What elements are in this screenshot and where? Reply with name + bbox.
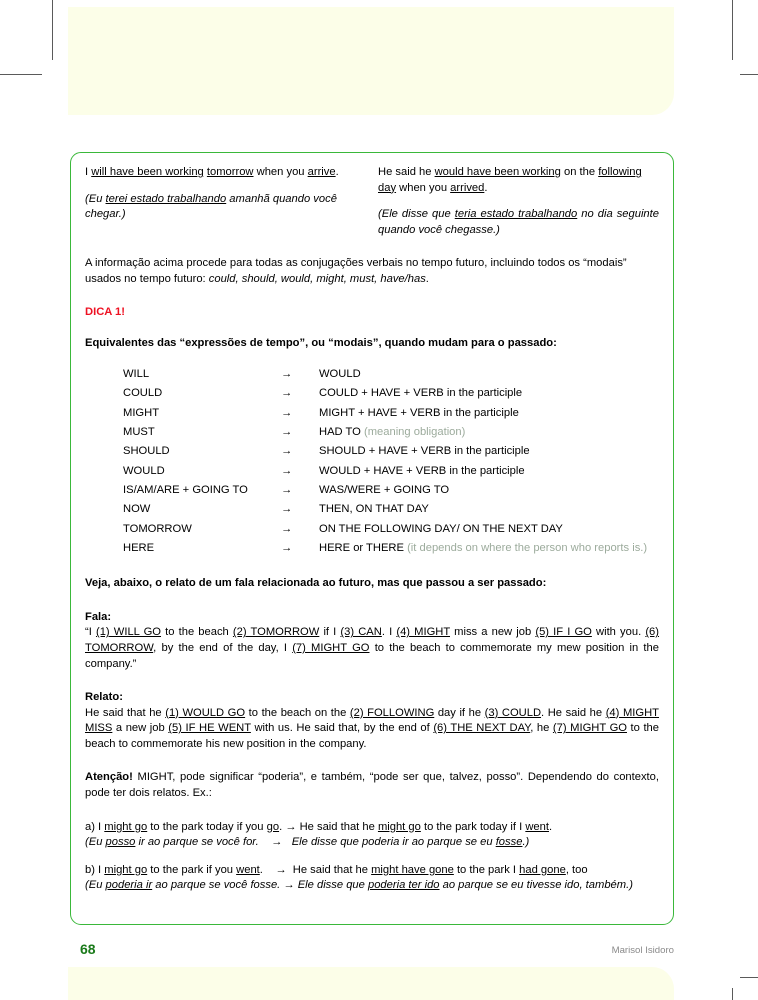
text-fragment: , too [565,863,588,876]
equivalence-from: WOULD [123,464,165,477]
crop-mark-top-left-vertical [52,0,53,60]
arrow-icon: → [281,368,293,381]
text-fragment: He said he [378,166,435,178]
table-row [123,520,647,539]
underlined-phrase: teria estado trabalhando [454,208,578,221]
text-fragment: Ele disse que [294,879,368,892]
atencao-paragraph [85,770,659,801]
arrow-icon: → [281,503,293,516]
text-fragment: ao parque se você fosse. [152,879,284,892]
fala-label: Fala: [85,610,112,623]
dica-subtitle: Equivalentes das “expressões de tempo”, ou “modais”, quando mudam para o passado: [85,336,557,349]
text-fragment: . He said he [541,706,606,719]
equivalences-table-body [123,365,647,558]
underlined-phrase: poderia ter ido [367,879,440,892]
example-a-english [85,820,659,836]
table-row [123,500,647,519]
table-row [123,481,647,500]
text-fragment: to the beach [161,626,233,639]
equivalence-from: MUST [123,426,155,439]
equivalence-from: WILL [123,368,150,381]
equivalence-from: NOW [123,503,151,516]
equivalence-to-text: HAD TO [319,426,361,439]
text-fragment: He said that he [85,706,166,719]
underlined-phrase: go [266,820,280,833]
arrow-icon: → [281,426,293,439]
equivalence-to [319,442,647,461]
decorative-band-bottom [68,967,674,1000]
intro-left-portuguese [85,192,366,223]
equivalence-to [319,539,647,558]
text-fragment: (Eu [85,192,106,205]
example-b-english [85,863,659,879]
text-fragment: He said that he [292,863,372,876]
note-paragraph [85,256,659,287]
relato-label: Relato: [85,691,123,704]
underlined-phrase: (5) IF HE WENT [168,722,251,735]
underlined-phrase: (7) MIGHT GO [292,641,370,654]
underlined-phrase: fosse [495,836,523,849]
dica-label: DICA 1! [85,305,125,318]
text-fragment: to the park today if you [147,820,267,833]
intro-right-portuguese [378,207,659,238]
text-fragment: with us. He said that, by the end of [250,722,434,735]
equivalence-from: TOMORROW [123,522,192,535]
equivalence-from: MIGHT [123,406,160,419]
text-fragment: . I [381,626,397,639]
underlined-phrase: would have been working [434,166,561,178]
text-fragment: on the [560,166,599,178]
table-row [123,539,647,558]
text-fragment: .) [522,836,530,849]
equivalence-to [319,384,647,403]
equivalence-to-text: WAS/WERE + GOING TO [319,483,450,496]
equivalence-to [319,365,647,384]
text-fragment: when you [253,166,308,178]
text-fragment: day if he [434,706,485,719]
equivalence-to-text: MIGHT + HAVE + VERB in the participle [319,406,519,419]
text-fragment: A informação acima procede para todas as conjugações verbais no tempo futuro, incluindo todos os “modais” usados no tempo futuro: [85,257,627,285]
underlined-phrase: might go [104,820,148,833]
underlined-phrase: (4) MIGHT MISS [85,706,659,735]
equivalence-to-text: COULD + HAVE + VERB in the participle [319,387,523,400]
underlined-phrase: had gone [519,863,566,876]
arrow-icon: → [275,863,287,876]
underlined-phrase: (1) WILL GO [95,626,162,639]
text-fragment: to the beach to commemorate his new position in the company. [85,722,659,750]
crop-mark-top-right-vertical [732,0,733,60]
arrow-icon: → [281,445,293,458]
underlined-phrase: (3) COULD [484,706,542,719]
arrow-icon: → [283,879,295,892]
underlined-phrase: (4) MIGHT [396,626,450,639]
veja-heading: Veja, abaixo, o relato de um fala relacionada ao futuro, mas que passou a ser passado: [85,577,547,590]
table-row [123,404,647,423]
underlined-phrase: arrived [450,181,485,194]
atencao-label: Atenção! [85,771,133,784]
underlined-phrase: (7) MIGHT GO [552,722,627,735]
text-fragment: ir ao parque se você for. [135,836,259,849]
text-fragment: amanhã quando você chegar.) [85,192,337,221]
table-row [123,442,647,461]
text-fragment: (Eu [85,879,106,892]
text-fragment: to the park today if I [420,820,526,833]
intro-example-left [85,165,366,238]
underlined-phrase: will have been working [91,166,204,178]
text-fragment: . [259,863,263,876]
underlined-phrase: (3) CAN [340,626,382,639]
equivalence-to-text: HERE or THERE [319,541,404,554]
crop-mark-bottom-right-vertical [732,988,733,1000]
underlined-phrase: (5) IF I GO [535,626,592,639]
intro-left-english [85,165,366,181]
equivalence-to [319,520,647,539]
equivalence-to-text: SHOULD + HAVE + VERB in the participle [319,445,530,458]
page-number: 68 [80,941,96,957]
equivalence-to [319,404,647,423]
example-a-portuguese [85,835,659,851]
text-fragment: MIGHT, pode significar “poderia”, e também, “pode ser que, talvez, posso”. Dependendo do contexto, pode ter dois relatos. Ex.: [85,771,659,800]
equivalence-from: SHOULD [123,445,170,458]
text-fragment: ao parque se eu tivesse ido, também.) [439,879,633,892]
underlined-phrase: went [525,820,549,833]
text-fragment: . [484,181,488,194]
underlined-phrase: poderia ir [105,879,153,892]
crop-mark-top-right-horizontal [740,74,758,75]
text-fragment: when you [396,181,451,194]
table-row [123,462,647,481]
equivalence-to [319,462,647,481]
text-fragment: b) I [85,863,105,876]
text-fragment: a) I [85,820,105,833]
text-fragment: . [335,166,339,178]
text-fragment: Ele disse que poderia ir ao parque se eu [291,836,496,849]
equivalences-table [123,365,647,558]
underlined-phrase: might go [104,863,148,876]
equivalence-to-text: WOULD [319,368,361,381]
table-row [123,423,647,442]
author-name: Marisol Isidoro [611,945,674,956]
text-fragment: (Eu [85,836,106,849]
fala-text [85,625,659,672]
text-fragment: with you. [591,626,646,639]
text-fragment: miss a new job [450,626,536,639]
text-fragment: (Ele disse que [378,208,455,221]
equivalence-note: (meaning obligation) [363,426,466,439]
text-fragment: . → He said that he [279,820,378,833]
underlined-phrase: (2) TOMORROW [232,626,320,639]
underlined-phrase: might have gone [371,863,454,876]
text-fragment: to the park I [453,863,520,876]
arrow-icon: → [281,483,293,496]
underlined-phrase: went [236,863,260,876]
crop-mark-bottom-right-horizontal [740,977,758,978]
text-fragment: no dia seguinte quando você chegasse.) [378,208,659,236]
text-fragment: , he [530,722,553,735]
intro-examples [85,165,659,238]
equivalence-to [319,500,647,519]
equivalence-from: HERE [123,541,155,554]
equivalence-from: COULD [123,387,163,400]
table-row [123,384,647,403]
arrow-icon: → [281,541,293,554]
relato-text [85,706,659,753]
underlined-phrase: following day [378,166,642,194]
text-fragment: to the park if you [147,863,237,876]
underlined-phrase: tomorrow [206,166,254,178]
equivalence-to-text: ON THE FOLLOWING DAY/ ON THE NEXT DAY [319,522,563,535]
text-fragment: . [548,820,553,833]
equivalence-to-text: WOULD + HAVE + VERB in the participle [319,464,525,477]
arrow-icon: → [281,464,293,477]
underlined-phrase: (6) TOMORROW [85,626,660,654]
arrow-icon: → [281,406,293,419]
text-fragment: “I [85,626,96,639]
text-fragment: I [85,166,92,178]
crop-mark-top-left-horizontal [0,74,42,75]
decorative-band-top [68,7,674,115]
underlined-phrase: (6) THE NEXT DAY [433,722,531,735]
underlined-phrase: terei estado trabalhando [105,192,227,205]
text-fragment: to the beach on the [245,706,350,719]
intro-right-english [378,165,659,196]
arrow-icon: → [271,836,283,849]
modal-list-italic: could, should, would, might, must, have/has [208,272,426,285]
equivalence-to [319,481,647,500]
underlined-phrase: (2) FOLLOWING [349,706,435,719]
equivalence-to [319,423,647,442]
intro-example-right [378,165,659,238]
example-b-portuguese [85,878,659,894]
content-box [70,152,674,925]
text-fragment: if I [319,626,341,639]
underlined-phrase: posso [105,836,136,849]
equivalence-note: (it depends on where the person who reports is.) [407,541,648,554]
equivalence-from: IS/AM/ARE + GOING TO [123,483,248,496]
text-fragment: , by the end of the day, I [153,641,293,654]
arrow-icon: → [281,387,293,400]
table-row [123,365,647,384]
underlined-phrase: (1) WOULD GO [165,706,246,719]
equivalence-to-text: THEN, ON THAT DAY [319,503,429,516]
arrow-icon: → [281,522,293,535]
underlined-phrase: arrive [307,166,336,178]
text-fragment: . [425,272,429,285]
underlined-phrase: might go [377,820,421,833]
text-fragment: a new job [112,722,169,735]
text-fragment: to the beach to commemorate my mew position in the company.” [85,641,659,670]
